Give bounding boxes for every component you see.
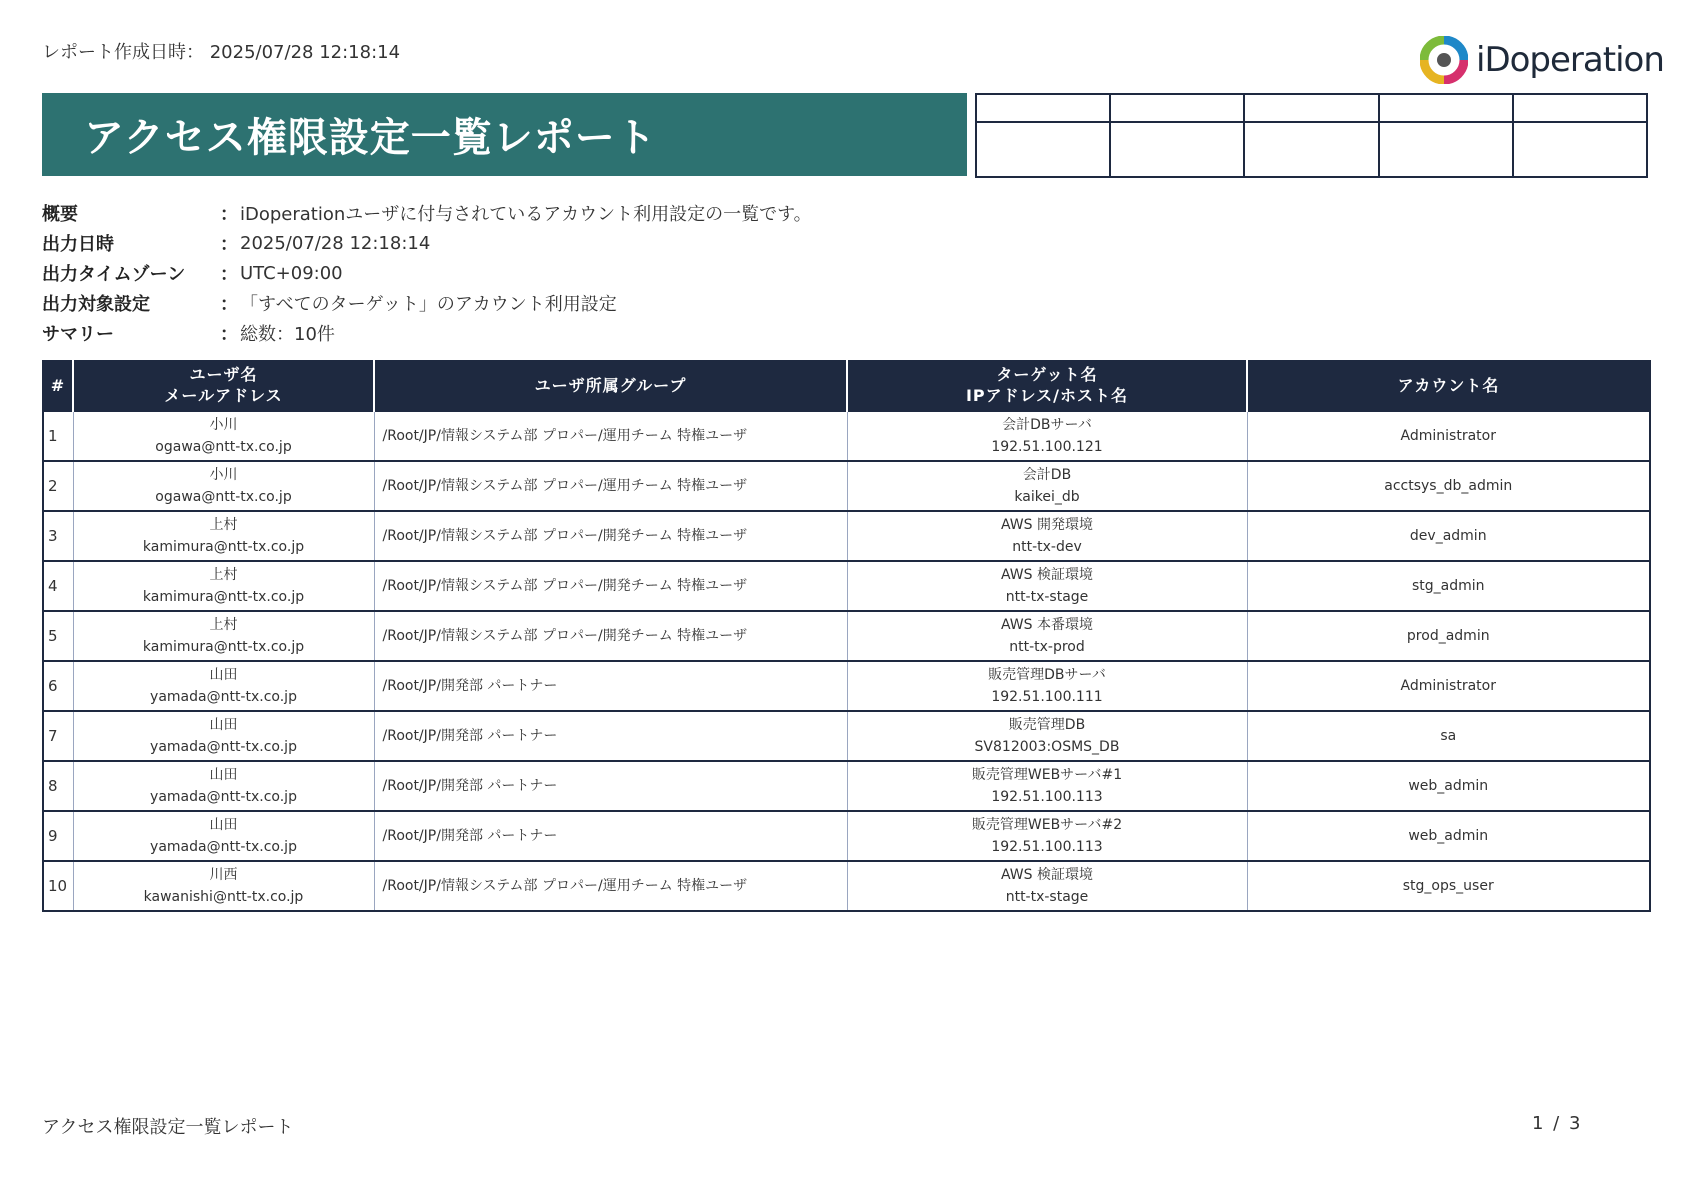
meta-colon: ： bbox=[220, 294, 238, 315]
user-group: /Root/JP/情報システム部 プロパー/運用チーム 特権ユーザ bbox=[374, 861, 847, 911]
meta-value: 総数：10件 bbox=[240, 324, 335, 345]
target-host: 192.51.100.111 bbox=[991, 689, 1103, 705]
row-number: 10 bbox=[43, 861, 73, 911]
stamp-header-cell bbox=[1244, 94, 1378, 122]
target-cell bbox=[847, 461, 1247, 511]
row-number: 8 bbox=[43, 761, 73, 811]
user-email: yamada@ntt-tx.co.jp bbox=[150, 789, 297, 805]
meta-row-summary bbox=[42, 198, 812, 228]
target-cell bbox=[847, 811, 1247, 861]
target-name: 会計DB bbox=[1022, 467, 1072, 483]
page-number: 1 / 3 bbox=[1532, 1113, 1583, 1134]
table-row bbox=[43, 461, 1650, 511]
account-name: stg_admin bbox=[1247, 561, 1650, 611]
meta-row-output-datetime bbox=[42, 228, 812, 258]
table-row bbox=[43, 411, 1650, 461]
column-header-user-name: ユーザ名 bbox=[189, 365, 258, 384]
user-group: /Root/JP/情報システム部 プロパー/開発チーム 特権ユーザ bbox=[374, 611, 847, 661]
target-host: SV812003:OSMS_DB bbox=[974, 739, 1120, 755]
user-email: ogawa@ntt-tx.co.jp bbox=[155, 489, 292, 505]
user-cell bbox=[73, 661, 374, 711]
user-cell bbox=[73, 861, 374, 911]
target-host: ntt-tx-stage bbox=[1005, 589, 1089, 605]
created-value: 2025/07/28 12:18:14 bbox=[209, 42, 401, 63]
meta-label: サマリー bbox=[42, 324, 114, 345]
logo-ring-icon bbox=[1420, 36, 1468, 84]
row-number: 2 bbox=[43, 461, 73, 511]
user-email: ogawa@ntt-tx.co.jp bbox=[155, 439, 292, 455]
user-email: yamada@ntt-tx.co.jp bbox=[150, 689, 297, 705]
table-row bbox=[43, 511, 1650, 561]
account-name: Administrator bbox=[1247, 411, 1650, 461]
column-header-account: アカウント名 bbox=[1247, 360, 1650, 411]
user-cell bbox=[73, 461, 374, 511]
stamp-header-cell bbox=[1379, 94, 1513, 122]
user-group: /Root/JP/開発部 パートナー bbox=[374, 711, 847, 761]
meta-value: iDoperationユーザに付与されているアカウント利用設定の一覧です。 bbox=[240, 204, 812, 225]
access-permission-table bbox=[42, 360, 1651, 912]
user-name: 小川 bbox=[209, 417, 238, 433]
meta-label: 出力日時 bbox=[42, 234, 114, 255]
account-name: web_admin bbox=[1247, 761, 1650, 811]
target-cell bbox=[847, 561, 1247, 611]
target-name: AWS 検証環境 bbox=[1001, 567, 1093, 583]
user-cell bbox=[73, 411, 374, 461]
target-host: 192.51.100.113 bbox=[991, 839, 1103, 855]
account-name: acctsys_db_admin bbox=[1247, 461, 1650, 511]
meta-colon: ： bbox=[220, 324, 238, 345]
user-group: /Root/JP/開発部 パートナー bbox=[374, 811, 847, 861]
meta-row-target-setting bbox=[42, 288, 812, 318]
table-row bbox=[43, 861, 1650, 911]
account-name: dev_admin bbox=[1247, 511, 1650, 561]
account-name: stg_ops_user bbox=[1247, 861, 1650, 911]
page-title: アクセス権限設定一覧レポート bbox=[84, 115, 657, 161]
meta-row-timezone bbox=[42, 258, 812, 288]
column-header-user bbox=[73, 360, 374, 411]
row-number: 5 bbox=[43, 611, 73, 661]
report-metadata bbox=[42, 198, 812, 348]
row-number: 1 bbox=[43, 411, 73, 461]
target-cell bbox=[847, 611, 1247, 661]
target-name: 販売管理WEBサーバ#1 bbox=[971, 767, 1123, 783]
meta-label: 出力タイムゾーン bbox=[42, 264, 186, 285]
target-cell bbox=[847, 661, 1247, 711]
stamp-cell bbox=[1110, 122, 1244, 177]
account-name: Administrator bbox=[1247, 661, 1650, 711]
stamp-cell bbox=[1513, 122, 1647, 177]
table-row bbox=[43, 561, 1650, 611]
user-cell bbox=[73, 511, 374, 561]
user-cell bbox=[73, 761, 374, 811]
column-header-group: ユーザ所属グループ bbox=[374, 360, 847, 411]
user-cell bbox=[73, 611, 374, 661]
user-name: 上村 bbox=[209, 517, 238, 533]
user-email: kawanishi@ntt-tx.co.jp bbox=[143, 889, 304, 905]
target-host: ntt-tx-stage bbox=[1005, 889, 1089, 905]
user-group: /Root/JP/情報システム部 プロパー/開発チーム 特権ユーザ bbox=[374, 561, 847, 611]
target-name: 会計DBサーバ bbox=[1002, 417, 1092, 433]
user-group: /Root/JP/情報システム部 プロパー/運用チーム 特権ユーザ bbox=[374, 411, 847, 461]
user-group: /Root/JP/開発部 パートナー bbox=[374, 661, 847, 711]
user-name: 山田 bbox=[209, 817, 238, 833]
meta-value: 2025/07/28 12:18:14 bbox=[240, 232, 431, 254]
meta-colon: ： bbox=[220, 264, 238, 285]
user-name: 上村 bbox=[209, 617, 238, 633]
target-cell bbox=[847, 761, 1247, 811]
meta-value: 「すべてのターゲット」のアカウント利用設定 bbox=[240, 294, 617, 315]
target-name: AWS 開発環境 bbox=[1001, 517, 1093, 533]
approval-stamp-grid bbox=[975, 93, 1648, 178]
table-row bbox=[43, 611, 1650, 661]
meta-value: UTC+09:00 bbox=[240, 262, 343, 284]
user-cell bbox=[73, 561, 374, 611]
target-cell bbox=[847, 711, 1247, 761]
idoperation-logo bbox=[1420, 34, 1664, 86]
target-name: 販売管理DB bbox=[1008, 717, 1086, 733]
target-name: 販売管理WEBサーバ#2 bbox=[971, 817, 1123, 833]
target-host: ntt-tx-dev bbox=[1012, 539, 1082, 555]
user-name: 山田 bbox=[209, 667, 238, 683]
column-header-host: IPアドレス/ホスト名 bbox=[965, 386, 1129, 405]
meta-row-count-summary bbox=[42, 318, 812, 348]
report-created-datetime bbox=[42, 38, 400, 64]
user-email: kamimura@ntt-tx.co.jp bbox=[142, 539, 305, 555]
account-name: web_admin bbox=[1247, 811, 1650, 861]
logo-wordmark: iDoperation bbox=[1476, 40, 1664, 80]
user-name: 山田 bbox=[209, 717, 238, 733]
target-name: AWS 本番環境 bbox=[1001, 617, 1093, 633]
user-group: /Root/JP/情報システム部 プロパー/開発チーム 特権ユーザ bbox=[374, 511, 847, 561]
account-name: sa bbox=[1247, 711, 1650, 761]
column-header-target bbox=[847, 360, 1247, 411]
user-name: 小川 bbox=[209, 467, 238, 483]
stamp-header-cell bbox=[1513, 94, 1647, 122]
row-number: 4 bbox=[43, 561, 73, 611]
target-name: AWS 検証環境 bbox=[1001, 867, 1093, 883]
table-row bbox=[43, 661, 1650, 711]
column-header-target-name: ターゲット名 bbox=[996, 365, 1098, 384]
row-number: 7 bbox=[43, 711, 73, 761]
table-row bbox=[43, 811, 1650, 861]
meta-label: 出力対象設定 bbox=[42, 294, 150, 315]
table-header-row bbox=[43, 360, 1650, 411]
target-cell bbox=[847, 511, 1247, 561]
target-host: 192.51.100.121 bbox=[991, 439, 1103, 455]
created-label: レポート作成日時： bbox=[42, 42, 204, 63]
column-header-num: # bbox=[43, 360, 73, 411]
table-row bbox=[43, 761, 1650, 811]
meta-colon: ： bbox=[220, 234, 238, 255]
target-cell bbox=[847, 411, 1247, 461]
footer-report-title: アクセス権限設定一覧レポート bbox=[42, 1117, 294, 1138]
meta-label: 概要 bbox=[42, 204, 78, 225]
row-number: 6 bbox=[43, 661, 73, 711]
user-name: 上村 bbox=[209, 567, 238, 583]
user-email: kamimura@ntt-tx.co.jp bbox=[142, 639, 305, 655]
user-group: /Root/JP/開発部 パートナー bbox=[374, 761, 847, 811]
target-name: 販売管理DBサーバ bbox=[988, 667, 1106, 683]
target-host: ntt-tx-prod bbox=[1009, 639, 1085, 655]
user-email: yamada@ntt-tx.co.jp bbox=[150, 739, 297, 755]
stamp-cell bbox=[1244, 122, 1378, 177]
stamp-cell bbox=[1379, 122, 1513, 177]
user-email: kamimura@ntt-tx.co.jp bbox=[142, 589, 305, 605]
target-host: kaikei_db bbox=[1014, 489, 1080, 505]
meta-colon: ： bbox=[220, 204, 238, 225]
user-cell bbox=[73, 811, 374, 861]
user-email: yamada@ntt-tx.co.jp bbox=[150, 839, 297, 855]
target-host: 192.51.100.113 bbox=[991, 789, 1103, 805]
stamp-cell bbox=[976, 122, 1110, 177]
user-cell bbox=[73, 711, 374, 761]
row-number: 3 bbox=[43, 511, 73, 561]
table-row bbox=[43, 711, 1650, 761]
target-cell bbox=[847, 861, 1247, 911]
stamp-header-cell bbox=[976, 94, 1110, 122]
title-band bbox=[42, 93, 967, 176]
user-name: 川西 bbox=[209, 867, 238, 883]
account-name: prod_admin bbox=[1247, 611, 1650, 661]
user-name: 山田 bbox=[209, 767, 238, 783]
row-number: 9 bbox=[43, 811, 73, 861]
column-header-email: メールアドレス bbox=[164, 386, 283, 405]
user-group: /Root/JP/情報システム部 プロパー/運用チーム 特権ユーザ bbox=[374, 461, 847, 511]
stamp-header-cell bbox=[1110, 94, 1244, 122]
